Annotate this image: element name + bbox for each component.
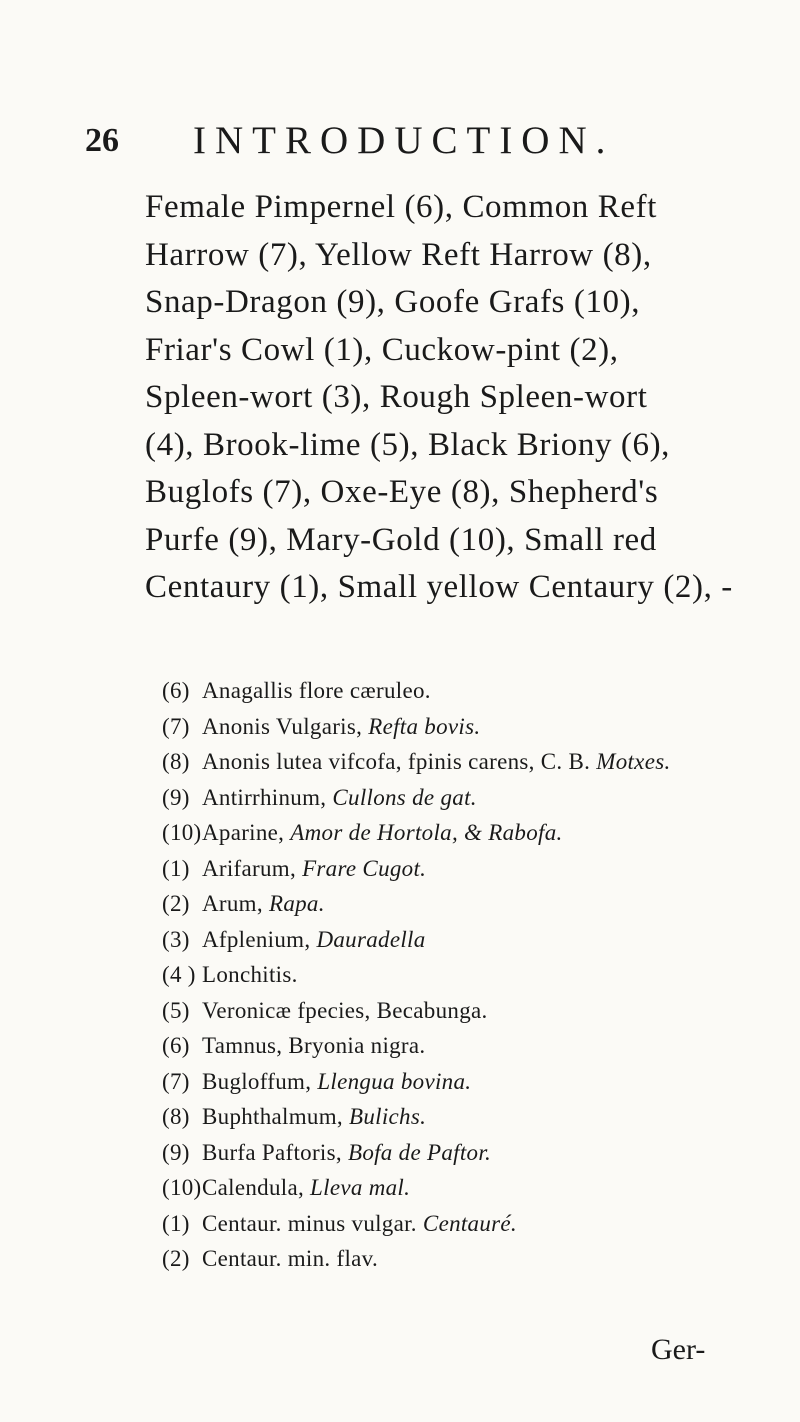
footnote-text: Veronicæ fpecies, Becabunga. (202, 997, 488, 1023)
body-line: Buglofs (7), Oxe-Eye (8), Shepherd's (145, 474, 659, 510)
footnote (162, 1170, 792, 1206)
footnote-number: (8) (162, 749, 190, 774)
footnote-text: Anonis lutea vifcofa, fpinis carens, C. B. (202, 749, 597, 774)
footnote-number: (2) (162, 1246, 190, 1271)
footnote (162, 1028, 792, 1064)
footnote-text: Centaur. minus vulgar. (202, 1210, 423, 1236)
footnote-number: (6) (162, 1033, 190, 1058)
body-line: Female Pimpernel (6), Common Reft (145, 189, 657, 225)
footnote-text: Tamnus, Bryonia nigra. (202, 1033, 426, 1058)
footnote-number: (1) (162, 1210, 190, 1236)
footnote-vernacular: Bofa de Paftor. (347, 1139, 492, 1165)
footnote (162, 673, 792, 709)
footnote-text: Calendula, (202, 1175, 311, 1200)
footnote (162, 815, 792, 851)
footnote-text: Centaur. min. flav. (202, 1246, 379, 1271)
body-text (145, 184, 785, 612)
footnote-number: (10) (162, 820, 202, 845)
footnote (162, 957, 792, 993)
footnote-vernacular: Motxes. (596, 749, 671, 774)
footnote-text: Afplenium, (202, 926, 317, 952)
body-line: Purfe (9), Mary-Gold (10), Small red (145, 521, 657, 558)
footnote-vernacular: Rapa. (268, 891, 325, 916)
body-line: Spleen-wort (3), Rough Spleen-wort (145, 379, 648, 415)
footnote-number: (4 ) (162, 962, 196, 987)
footnote-vernacular: Amor de Hortola, & Rabofa. (290, 820, 563, 845)
footnote-number: (6) (162, 678, 190, 703)
footnote-text: Bugloffum, (202, 1068, 318, 1094)
footnote (162, 744, 792, 780)
footnote-vernacular: Centauré. (422, 1210, 517, 1236)
catchword: Ger- (651, 1333, 706, 1366)
footnote (162, 993, 792, 1029)
body-line: Harrow (7), Yellow Reft Harrow (8), (145, 236, 652, 273)
footnote-number: (1) (162, 855, 190, 881)
footnote-vernacular: Bulichs. (349, 1104, 427, 1129)
body-line: Centaury (1), Small yellow Centaury (2), - (145, 569, 733, 605)
footnote-text: Antirrhinum, (202, 784, 333, 810)
footnote-text: Arum, (202, 891, 269, 916)
footnote-number: (7) (162, 1068, 190, 1094)
footnote (162, 1135, 792, 1171)
footnote-number: (9) (162, 784, 190, 810)
footnote-number: (9) (162, 1139, 190, 1165)
footnote-text: Anonis Vulgaris, (202, 713, 369, 739)
footnote (162, 1064, 792, 1100)
footnotes (162, 673, 792, 1277)
body-line: Snap-Dragon (9), Goofe Grafs (10), (145, 284, 641, 320)
footnote-text: Burfa Paftoris, (202, 1139, 348, 1165)
footnote-number: (7) (162, 713, 190, 739)
running-head: INTRODUCTION. (193, 119, 615, 162)
footnote (162, 709, 792, 745)
footnote-vernacular: Cullons de gat. (332, 784, 477, 810)
body-line: Friar's Cowl (1), Cuckow-pint (2), (145, 331, 619, 368)
footnote-vernacular: Dauradella (316, 926, 426, 952)
footnote (162, 1099, 792, 1135)
footnote-text: Anagallis flore cæruleo. (202, 678, 431, 703)
footnote (162, 780, 792, 816)
footnote-text: Arifarum, (202, 855, 303, 881)
footnote (162, 1241, 792, 1277)
footnote-number: (2) (162, 891, 190, 916)
footnote-vernacular: Refta bovis. (368, 713, 481, 739)
footnote-number: (3) (162, 926, 190, 952)
footnote-text: Lonchitis. (202, 962, 298, 987)
body-line: (4), Brook-lime (5), Black Briony (6), (145, 426, 671, 463)
footnote-vernacular: Lleva mal. (310, 1175, 411, 1200)
page-number: 26 (85, 122, 119, 159)
footnote (162, 1206, 792, 1242)
page-header (0, 116, 800, 166)
footnote-number: (8) (162, 1104, 190, 1129)
footnote (162, 851, 792, 887)
footnote (162, 886, 792, 922)
footnote-vernacular: Frare Cugot. (302, 855, 427, 881)
footnote-text: Aparine, (202, 820, 291, 845)
footnote-text: Buphthalmum, (202, 1104, 350, 1129)
footnote-number: (5) (162, 997, 190, 1023)
footnote-vernacular: Llengua bovina. (317, 1068, 472, 1094)
footnote-number: (10) (162, 1175, 202, 1200)
footnote (162, 922, 792, 958)
